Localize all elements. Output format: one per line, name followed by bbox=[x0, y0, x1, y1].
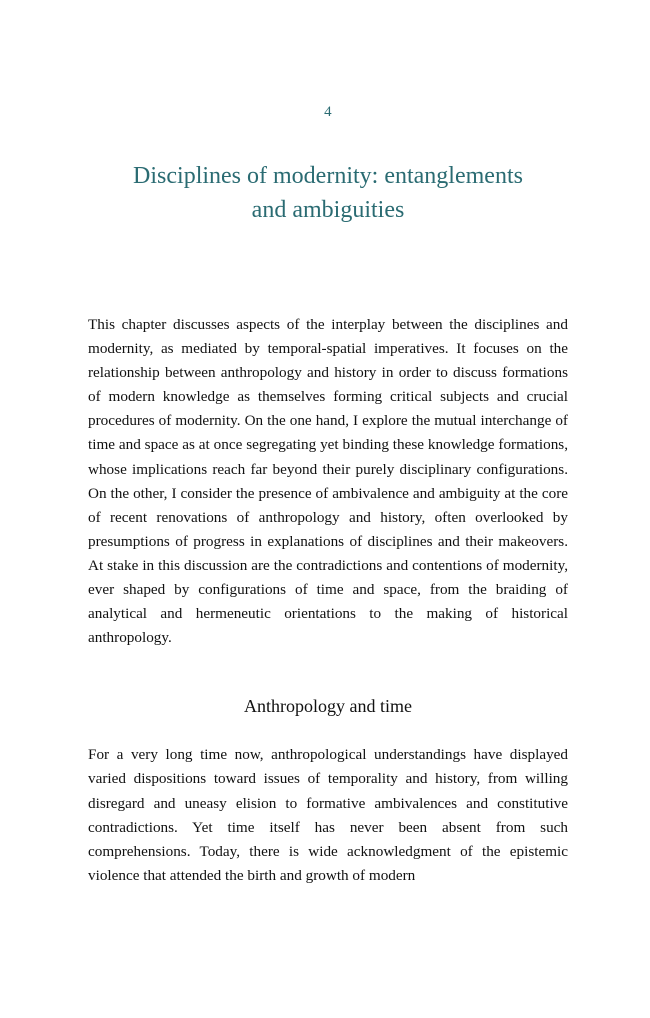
page-content bbox=[88, 0, 568, 888]
intro-paragraph: This chapter discusses aspects of the interplay between the disciplines and modernity, as mediated by temporal-spatial imperatives. It focuses on the relationship between anthropology and history in order to discuss formations of modern knowledge as themselves forming critical subjects and crucial procedures of modernity. On the one hand, I explore the mutual interchange of time and space as at once segregating yet binding these knowledge formations, whose implications reach far beyond their purely disciplinary configurations. On the other, I consider the presence of ambivalence and ambiguity at the core of recent renovations of anthropology and history, often overlooked by presumptions of progress in explanations of disciplines and their makeovers. At stake in this discussion are the contradictions and contentions of modernity, ever shaped by configurations of time and space, from the braiding of analytical and hermeneutic orientations to the making of historical anthropology. bbox=[88, 316, 568, 647]
chapter-title bbox=[88, 159, 568, 227]
section-heading: Anthropology and time bbox=[244, 696, 412, 717]
intro-block bbox=[88, 313, 568, 650]
section-paragraph: For a very long time now, anthropological understandings have displayed varied dispositions toward issues of temporality and history, from willing disregard and uneasy elision to formative ambivalences and constitutive contradictions. Yet time itself has never been absent from such comprehensions. Today, there is wide acknowledgment of the epistemic violence that attended the birth and growth of modern bbox=[88, 746, 568, 884]
chapter-title-line-2: and ambiguities bbox=[251, 197, 405, 223]
chapter-number: 4 bbox=[324, 104, 332, 120]
chapter-title-line-1: Disciplines of modernity: entanglements bbox=[133, 163, 523, 189]
